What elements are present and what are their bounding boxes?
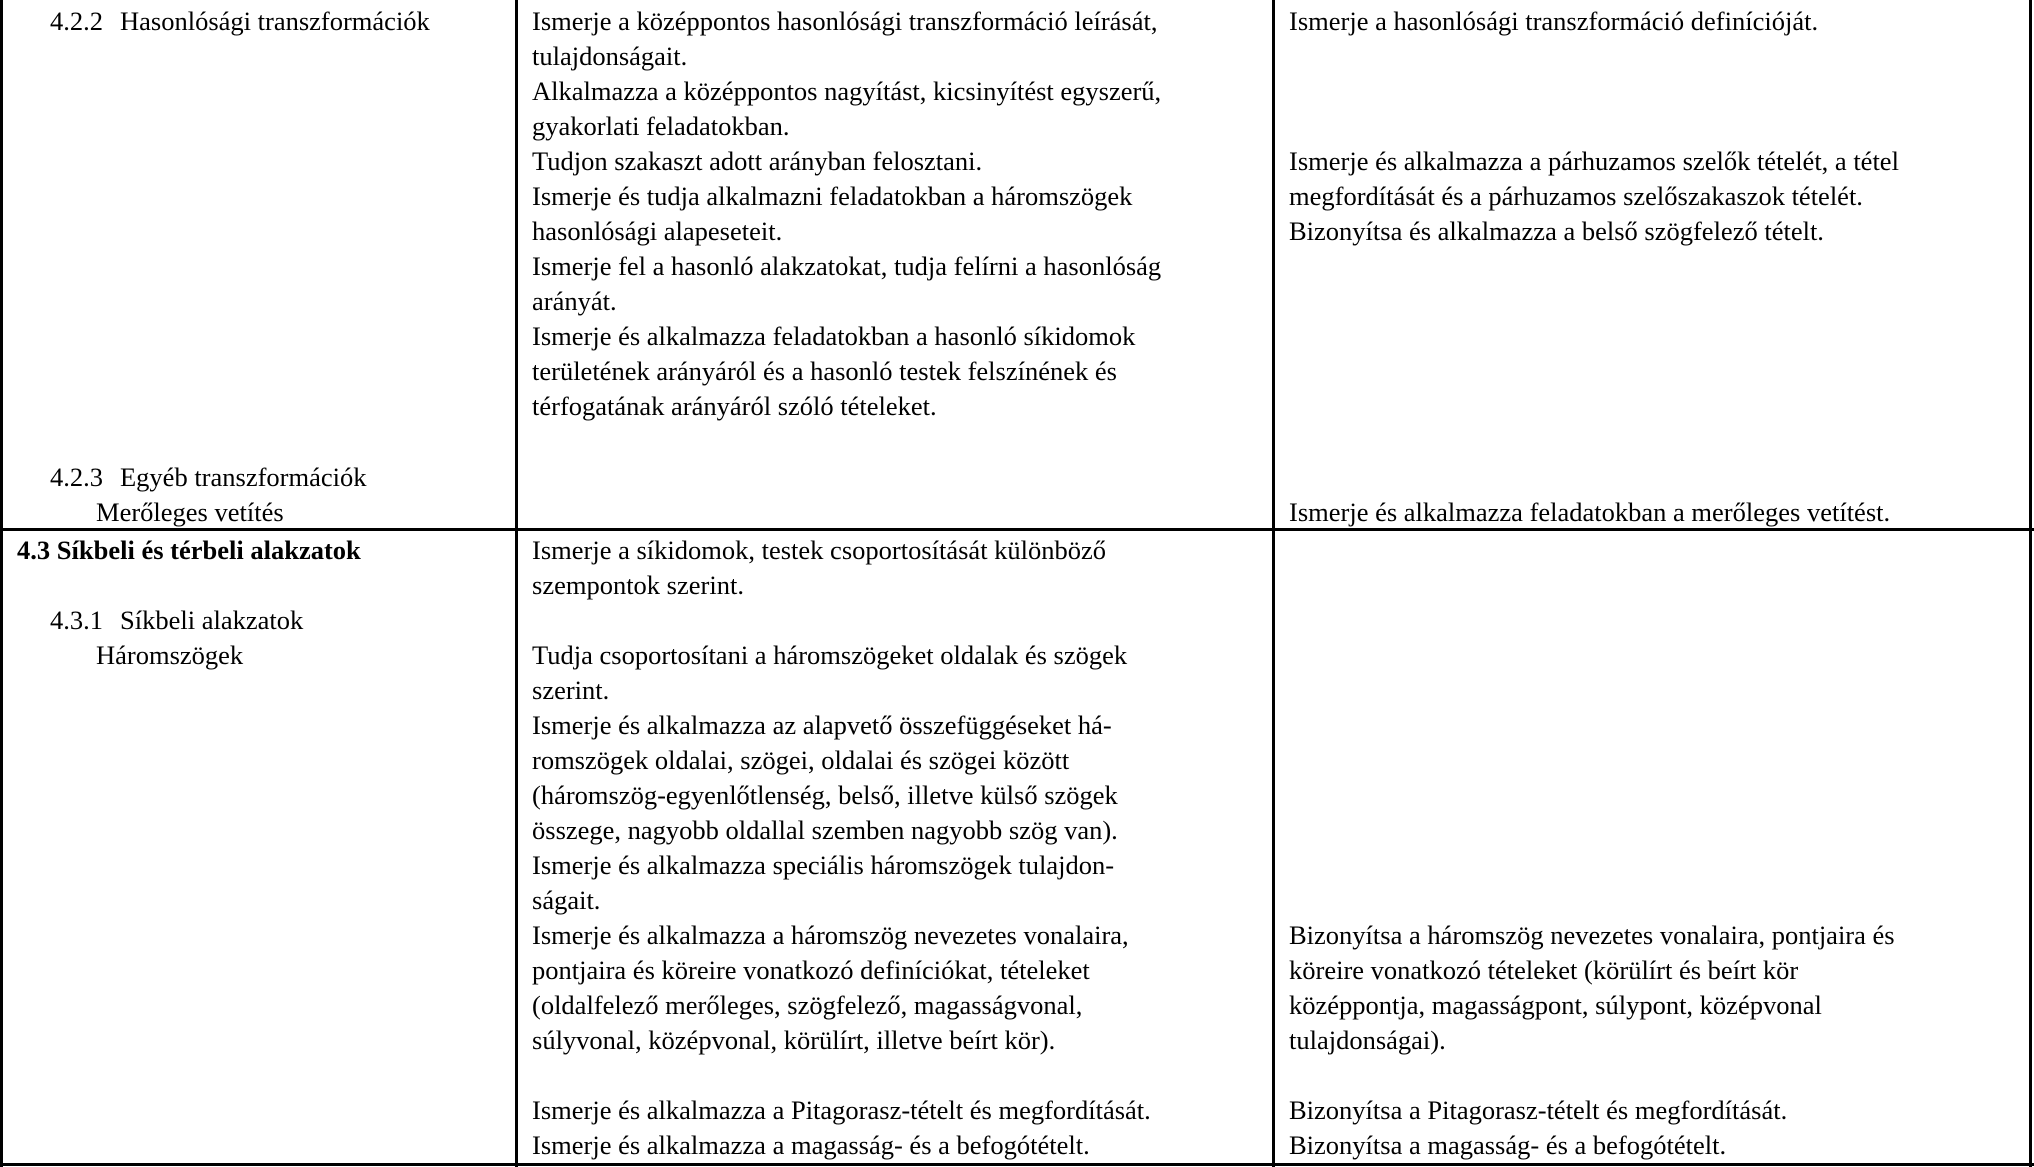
requirement-line: Ismerje és alkalmazza a magasság- és a befogótételt. [532,1130,1090,1160]
requirement-line: súlyvonal, középvonal, körülírt, illetve beírt kör). [532,1025,1056,1055]
requirement-line: Ismerje és alkalmazza feladatokban a hasonló síkidomok [532,321,1136,351]
requirement-line: térfogatának arányáról szóló tételeket. [532,391,937,421]
requirement-line: ságait. [532,885,601,915]
advanced-line: megfordítását és a párhuzamos szelőszakaszok tételét. [1289,181,1863,211]
requirement-line: pontjaira és köreire vonatkozó definíciókat, tételeket [532,955,1090,985]
requirement-line: gyakorlati feladatokban. [532,111,790,141]
requirement-line: Tudjon szakaszt adott arányban felosztani. [532,146,983,176]
requirement-line: szempontok szerint. [532,570,744,600]
advanced-line: Ismerje és alkalmazza a párhuzamos szelők tételét, a tétel [1289,146,1899,176]
requirement-line: Ismerje a középpontos hasonlósági transzformáció leírását, [532,6,1158,36]
requirement-line: Ismerje és alkalmazza az alapvető összefüggéseket há- [532,710,1112,740]
requirement-line: arányát. [532,286,617,316]
requirement-line: Ismerje és alkalmazza a Pitagorasz-tételt és megfordítását. [532,1095,1151,1125]
advanced-line: köreire vonatkozó tételeket (körülírt és beírt kör [1289,955,1799,985]
section-subtitle: Háromszögek [96,640,244,670]
section-title: Hasonlósági transzformációk [120,6,430,36]
requirement-line: Ismerje és tudja alkalmazni feladatokban a háromszögek [532,181,1133,211]
table-border-left [0,0,3,1167]
requirement-line: területének arányáról és a hasonló testek felszínének és [532,356,1117,386]
requirement-line: Tudja csoportosítani a háromszögeket oldalak és szögek [532,640,1128,670]
advanced-line: Bizonyítsa a háromszög nevezetes vonalaira, pontjaira és [1289,920,1895,950]
section-number: 4.3.1 [50,605,103,635]
requirement-line: hasonlósági alapeseteit. [532,216,783,246]
requirement-line: tulajdonságait. [532,41,688,71]
requirement-line: Alkalmazza a középpontos nagyítást, kicsinyítést egyszerű, [532,76,1162,106]
advanced-line: Bizonyítsa a magasság- és a befogótételt. [1289,1130,1727,1160]
advanced-line: Bizonyítsa a Pitagorasz-tételt és megfordítását. [1289,1095,1788,1125]
requirement-line: (oldalfelező merőleges, szögfelező, magasságvonal, [532,990,1083,1020]
column-divider-2 [1272,0,1275,1167]
section-title: Síkbeli alakzatok [120,605,304,635]
advanced-line: Ismerje a hasonlósági transzformáció definícióját. [1289,6,1819,36]
column-divider-1 [515,0,518,1167]
section-number: 4.2.2 [50,6,103,36]
requirement-line: Ismerje és alkalmazza a háromszög nevezetes vonalaira, [532,920,1129,950]
section-number: 4.2.3 [50,462,103,492]
requirement-line: romszögek oldalai, szögei, oldalai és szögei között [532,745,1070,775]
advanced-line: tulajdonságai). [1289,1025,1446,1055]
requirement-line: összege, nagyobb oldallal szemben nagyobb szög van). [532,815,1118,845]
advanced-line: Bizonyítsa és alkalmazza a belső szögfelező tételt. [1289,216,1824,246]
topic-heading: 4.3 Síkbeli és térbeli alakzatok [17,535,361,565]
requirement-line: Ismerje a síkidomok, testek csoportosítását különböző [532,535,1107,565]
advanced-line: középpontja, magasságpont, súlypont, középvonal [1289,990,1822,1020]
requirement-line: szerint. [532,675,610,705]
requirement-line: (háromszög-egyenlőtlenség, belső, illetve külső szögek [532,780,1118,810]
requirement-line: Ismerje fel a hasonló alakzatokat, tudja felírni a hasonlóság [532,251,1162,281]
table-border-bottom [0,1163,2034,1166]
table-border-right [2029,0,2032,1167]
section-subtitle: Merőleges vetítés [96,497,284,527]
advanced-line: Ismerje és alkalmazza feladatokban a merőleges vetítést. [1289,497,1891,527]
section-title: Egyéb transzformációk [120,462,367,492]
requirement-line: Ismerje és alkalmazza speciális háromszögek tulajdon- [532,850,1115,880]
